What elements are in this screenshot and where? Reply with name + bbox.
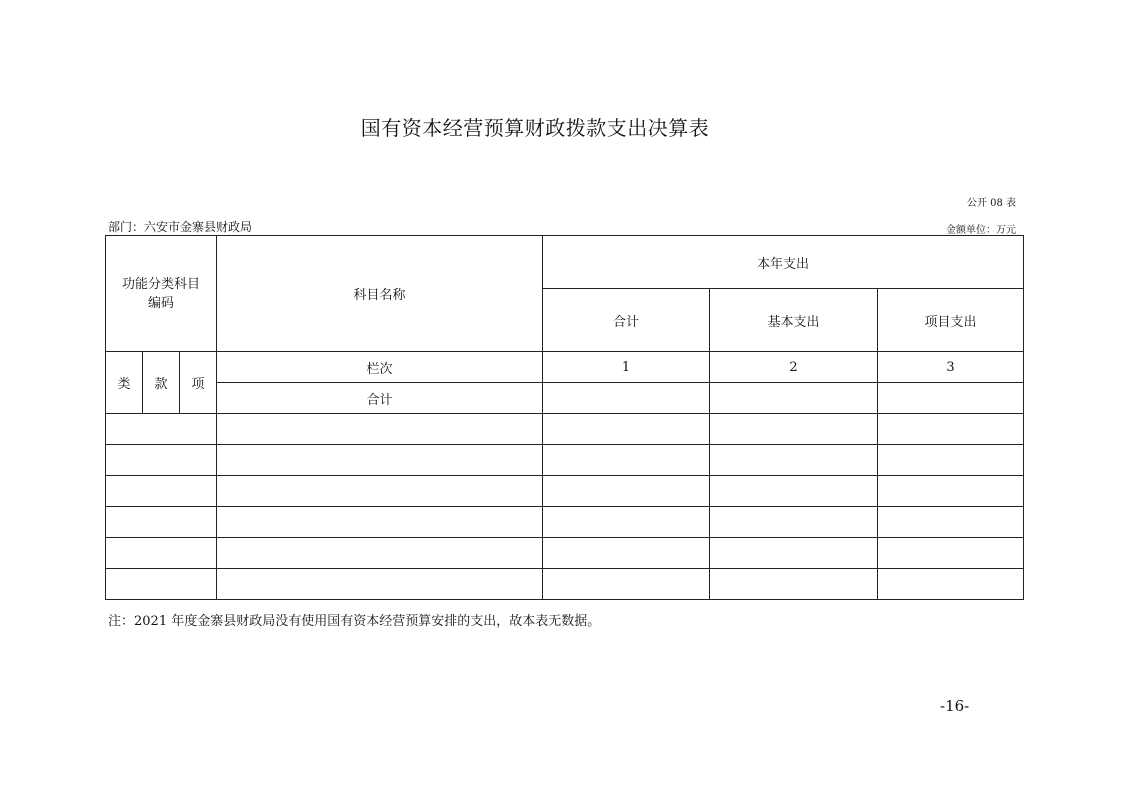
row-code-cell xyxy=(106,445,217,476)
row-basic-cell xyxy=(710,414,878,445)
header-row-1 xyxy=(106,236,1024,289)
department-label: 部门：六安市金寨县财政局 xyxy=(108,220,253,234)
row-code-cell xyxy=(106,569,217,600)
header-total: 合计 xyxy=(543,289,710,352)
row-total-cell xyxy=(543,569,710,600)
header-kuan: 款 xyxy=(143,352,180,414)
column-index-3: 3 xyxy=(878,352,1024,383)
total-row-project xyxy=(878,383,1024,414)
page-number: -16- xyxy=(940,697,970,715)
row-name-cell xyxy=(217,538,543,569)
header-subject-name: 科目名称 xyxy=(217,236,543,352)
header-lei: 类 xyxy=(106,352,143,414)
header-basic: 基本支出 xyxy=(710,289,878,352)
row-name-cell xyxy=(217,476,543,507)
document-title: 国有资本经营预算财政拨款支出决算表 xyxy=(360,116,710,140)
row-basic-cell xyxy=(710,507,878,538)
row-project-cell xyxy=(878,507,1024,538)
row-name-cell xyxy=(217,569,543,600)
row-code-cell xyxy=(106,414,217,445)
column-index-2: 2 xyxy=(710,352,878,383)
row-name-cell xyxy=(217,445,543,476)
table-row xyxy=(106,538,1024,569)
row-name-cell xyxy=(217,414,543,445)
table-row xyxy=(106,445,1024,476)
total-row-basic xyxy=(710,383,878,414)
table-row xyxy=(106,476,1024,507)
row-project-cell xyxy=(878,569,1024,600)
row-total-cell xyxy=(543,538,710,569)
header-xiang: 项 xyxy=(180,352,217,414)
row-project-cell xyxy=(878,538,1024,569)
row-code-cell xyxy=(106,538,217,569)
row-total-cell xyxy=(543,507,710,538)
row-total-cell xyxy=(543,414,710,445)
row-code-cell xyxy=(106,476,217,507)
header-project: 项目支出 xyxy=(878,289,1024,352)
row-project-cell xyxy=(878,445,1024,476)
expenditure-table xyxy=(105,235,1024,600)
row-basic-cell xyxy=(710,538,878,569)
row-project-cell xyxy=(878,476,1024,507)
row-basic-cell xyxy=(710,476,878,507)
row-basic-cell xyxy=(710,569,878,600)
footnote: 注：2021 年度金寨县财政局没有使用国有资本经营预算安排的支出，故本表无数据。 xyxy=(108,614,601,629)
row-code-cell xyxy=(106,507,217,538)
row-basic-cell xyxy=(710,445,878,476)
header-func-code: 功能分类科目编码 xyxy=(106,236,217,352)
row-total-cell xyxy=(543,476,710,507)
row-name-cell xyxy=(217,507,543,538)
column-index-1: 1 xyxy=(543,352,710,383)
table-row xyxy=(106,569,1024,600)
table-row xyxy=(106,414,1024,445)
column-index-row xyxy=(106,352,1024,383)
form-number: 公开 08 表 xyxy=(966,198,1016,209)
row-project-cell xyxy=(878,414,1024,445)
total-row-label: 合计 xyxy=(217,383,543,414)
total-row-sum xyxy=(543,383,710,414)
row-total-cell xyxy=(543,445,710,476)
column-index-label: 栏次 xyxy=(217,352,543,383)
amount-unit-label: 金额单位：万元 xyxy=(946,225,1016,236)
total-row xyxy=(106,383,1024,414)
header-this-year: 本年支出 xyxy=(543,236,1024,289)
table-row xyxy=(106,507,1024,538)
